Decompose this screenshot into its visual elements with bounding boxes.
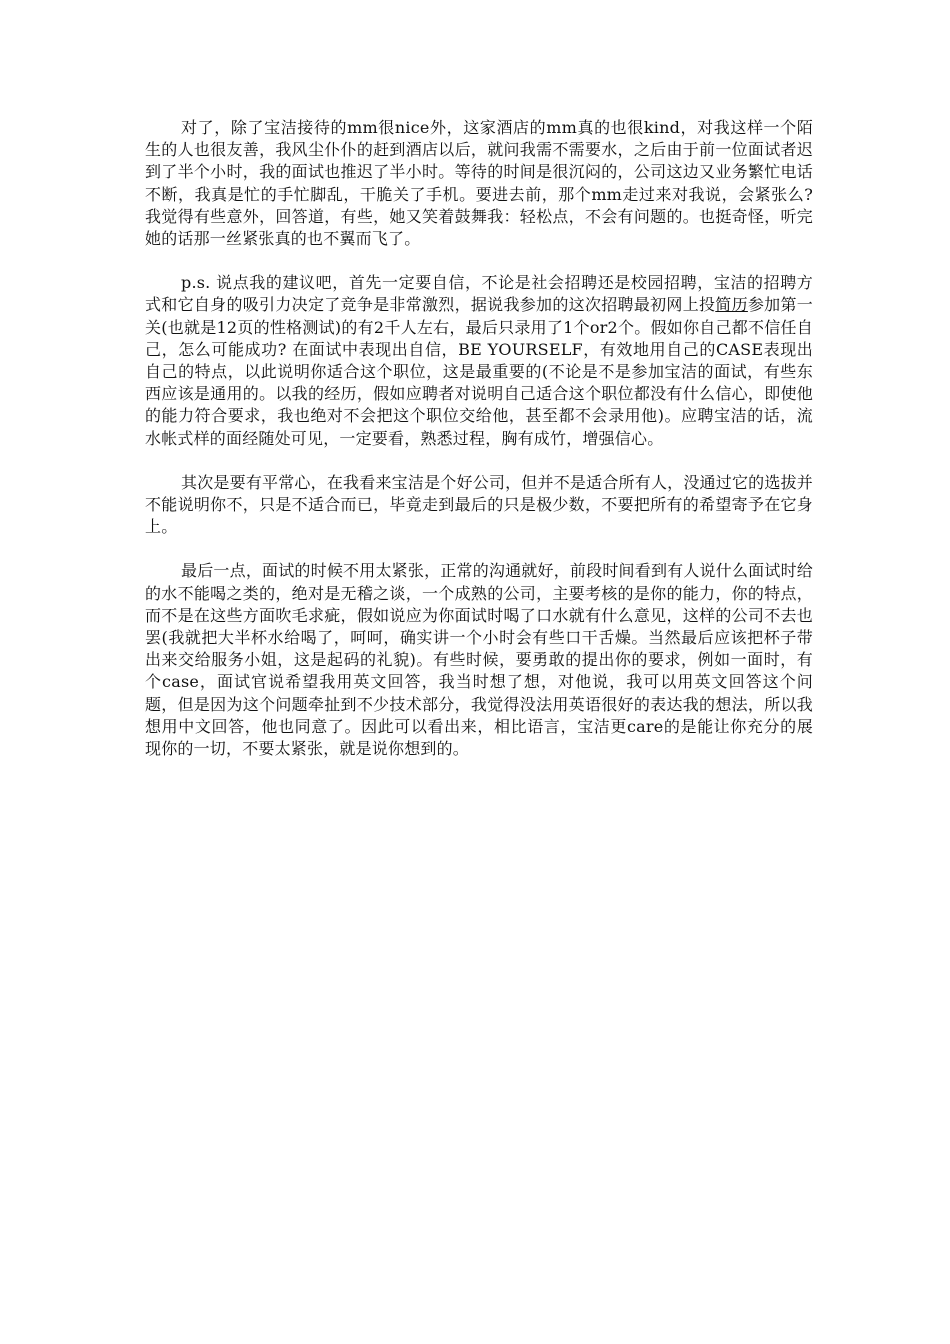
paragraph-2 [145, 272, 813, 450]
document-body [145, 117, 813, 782]
paragraph-2-text-after-link: 参加第一关(也就是12页的性格测试)的有2千人左右，最后只录用了1个or2个。假如你自己都不信任自己，怎么可能成功? 在面试中表现出自信，BE YOURSELF，有效地用自己的CASE表现出自己的特点，以此说明你适合这个职位，这是最重要的(不论是不是参加宝洁的面试，有些东西应该是通用的。以我的经历，假如应聘者对说明自己适合这个职位都没有什么信心，即使他的能力符合要求，我也绝对不会把这个职位交给他，甚至都不会录用他)。应聘宝洁的话，流水帐式样的面经随处可见，一定要看，熟悉过程，胸有成竹，增强信心。 [145, 295, 813, 448]
paragraph-3: 其次是要有平常心，在我看来宝洁是个好公司，但并不是适合所有人，没通过它的选拔并不能说明你不，只是不适合而已，毕竟走到最后的只是极少数，不要把所有的希望寄予在它身上。 [145, 472, 813, 537]
paragraph-2-text-before-link: p.s. 说点我的建议吧，首先一定要自信，不论是社会招聘还是校园招聘，宝洁的招聘方式和它自身的吸引力决定了竞争是非常激烈，据说我参加的这次招聘最初网上投 [145, 273, 813, 315]
resume-link[interactable]: 简历 [715, 295, 748, 315]
paragraph-1: 对了，除了宝洁接待的mm很nice外，这家酒店的mm真的也很kind，对我这样一个陌生的人也很友善，我风尘仆仆的赶到酒店以后，就问我需不需要水，之后由于前一位面试者迟到了半个小时，我的面试也推迟了半小时。等待的时间是很沉闷的，公司这边又业务繁忙电话不断，我真是忙的手忙脚乱，干脆关了手机。要进去前，那个mm走过来对我说，会紧张么?我觉得有些意外，回答道，有些，她又笑着鼓舞我：轻松点，不会有问题的。也挺奇怪，听完她的话那一丝紧张真的也不翼而飞了。 [145, 118, 813, 249]
paragraph-4: 最后一点，面试的时候不用太紧张，正常的沟通就好，前段时间看到有人说什么面试时给的水不能喝之类的，绝对是无稽之谈，一个成熟的公司，主要考核的是你的能力，你的特点，而不是在这些方面吹毛求疵，假如说应为你面试时喝了口水就有什么意见，这样的公司不去也罢(我就把大半杯水给喝了，呵呵，确实讲一个小时会有些口干舌燥。当然最后应该把杯子带出来交给服务小姐，这是起码的礼貌)。有些时候，要勇敢的提出你的要求，例如一面时，有个case，面试官说希望我用英文回答，我当时想了想，对他说，我可以用英文回答这个问题，但是因为这个问题牵扯到不少技术部分，我觉得没法用英语很好的表达我的想法，所以我想用中文回答，他也同意了。因此可以看出来，相比语言，宝洁更care的是能让你充分的展现你的一切，不要太紧张，就是说你想到的。 [145, 561, 813, 759]
